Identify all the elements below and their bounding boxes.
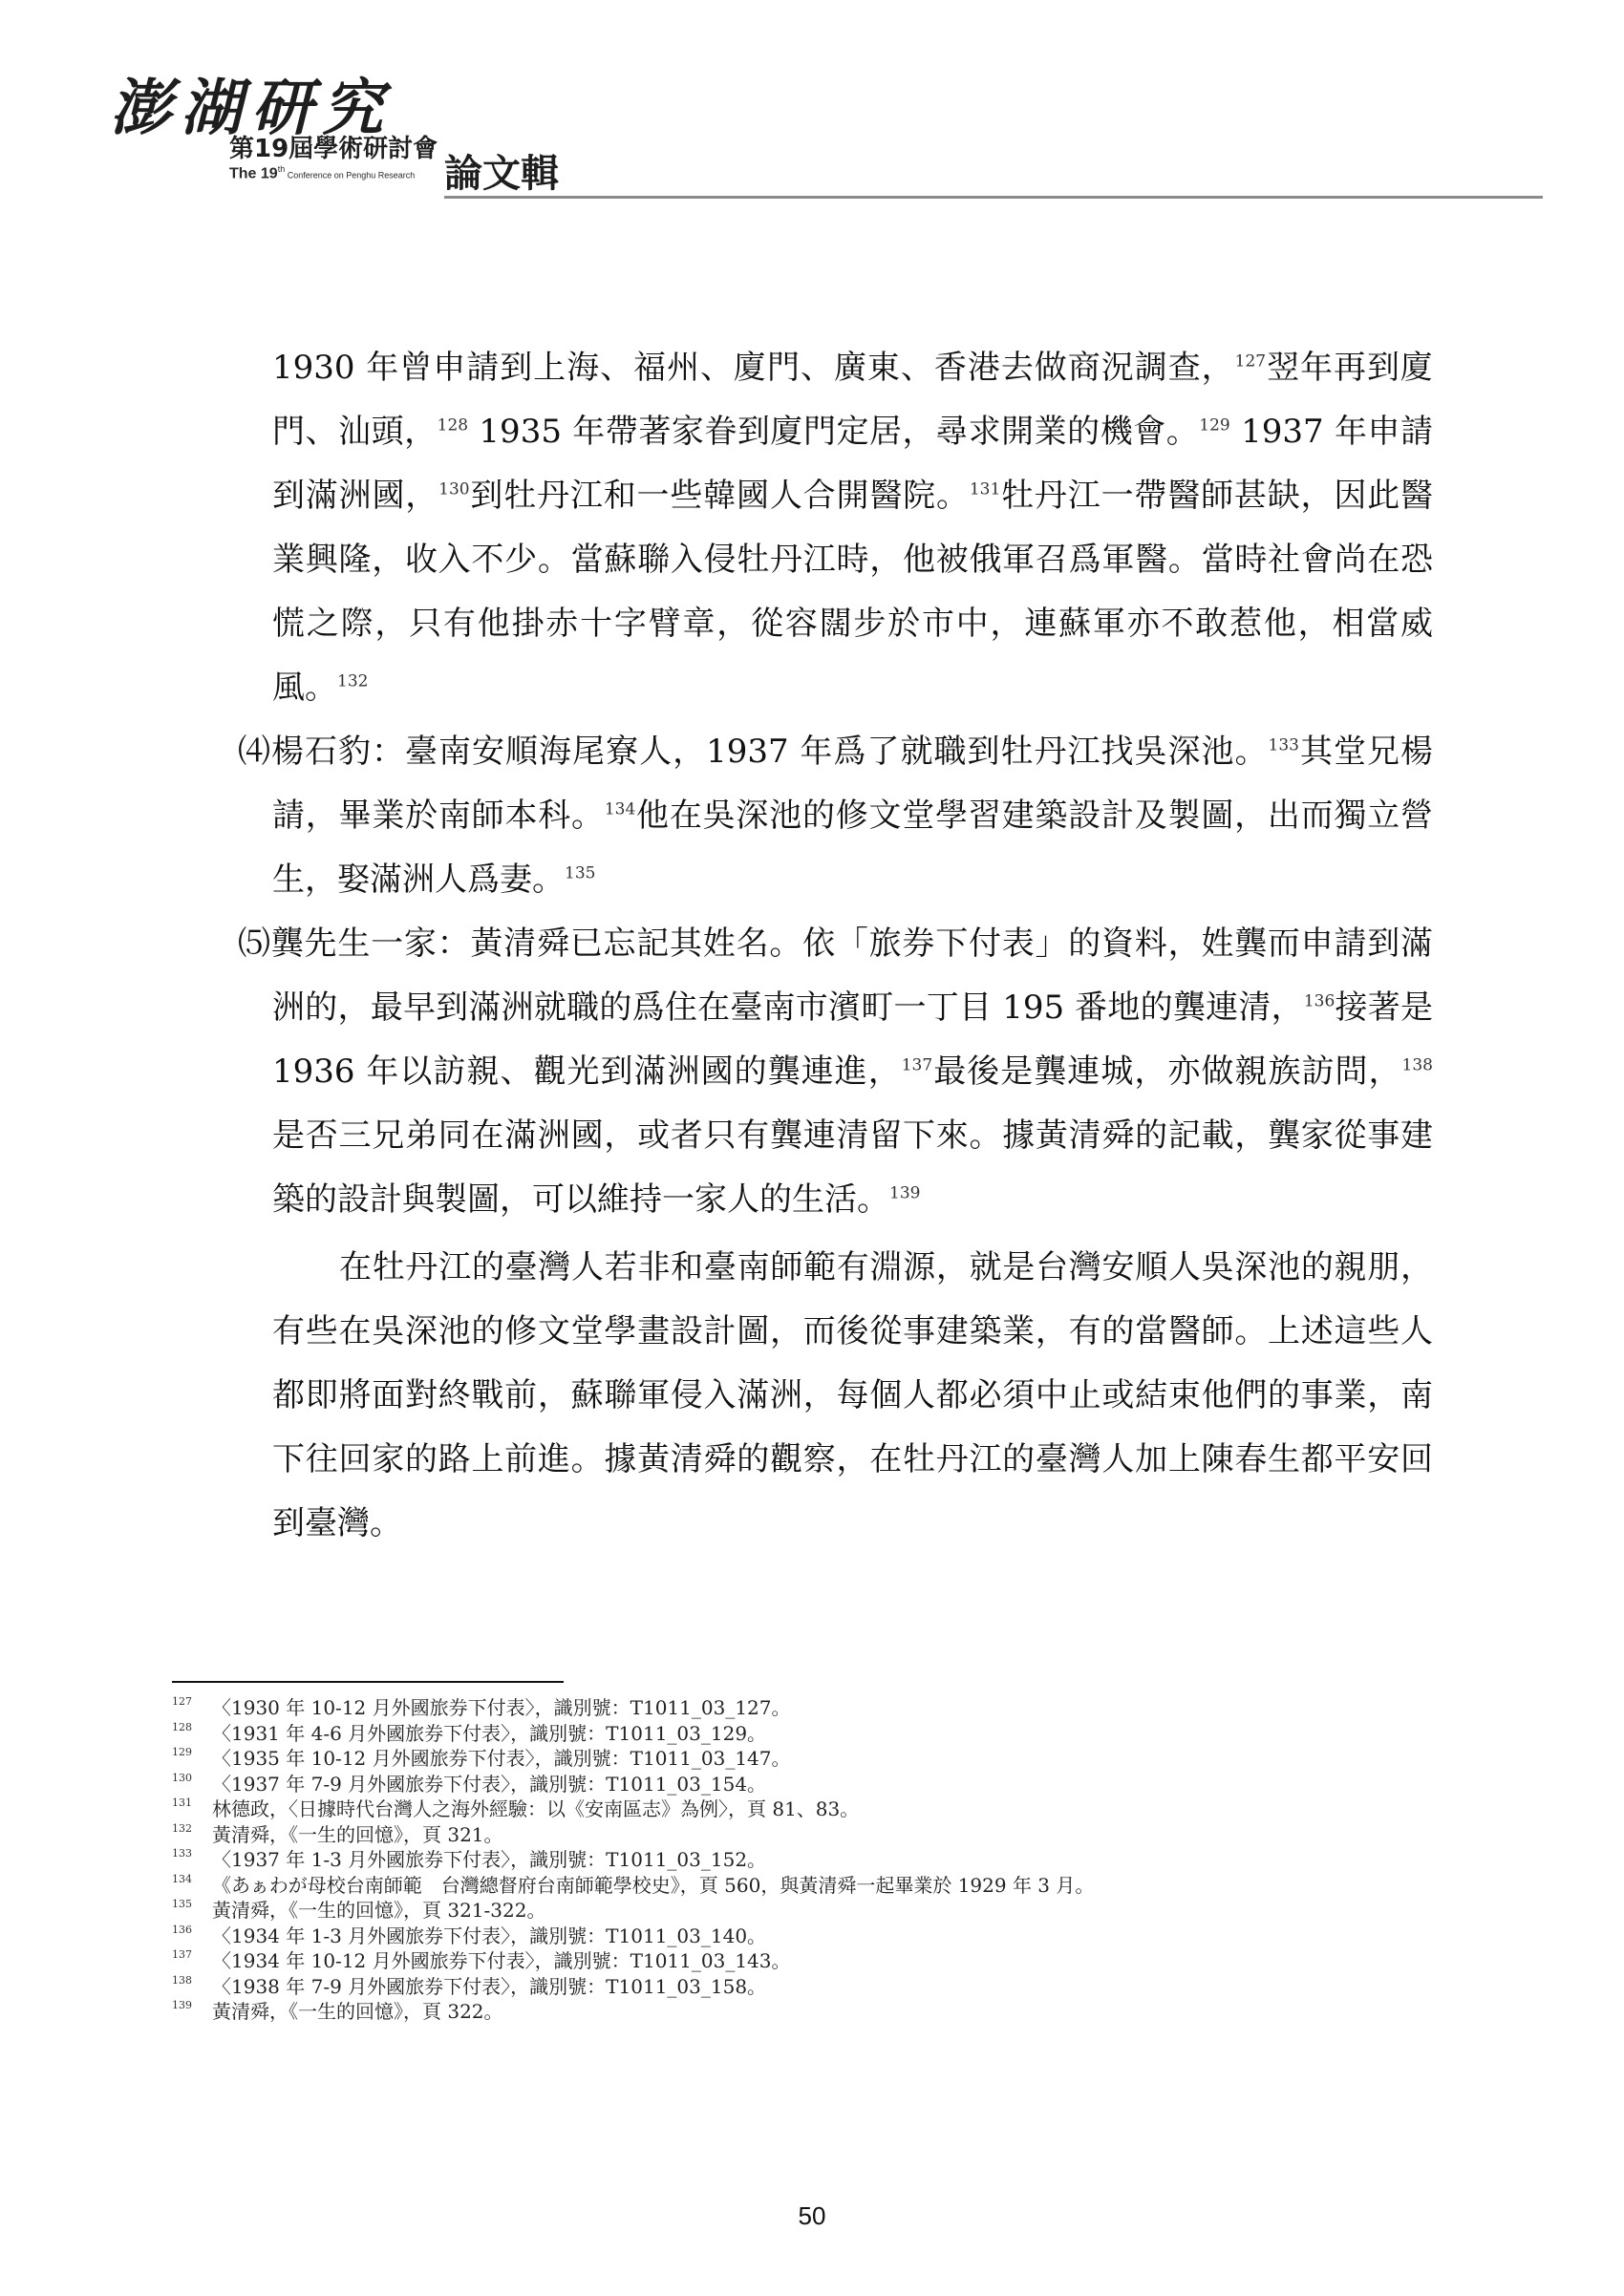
- footnote-text: 黃清舜，《一生的回憶》，頁 321。: [212, 1822, 503, 1846]
- text-span: 最後是龔連城，亦做親族訪問，: [932, 1052, 1402, 1091]
- text-span: 他在吳深池的修文堂學習建築設計及製圖，出而獨立營生，娶滿洲人爲妻。: [272, 797, 1434, 899]
- journal-logo-title: 澎湖研究: [110, 73, 393, 144]
- footnote-text: 《あぁわが母校台南師範 台灣總督府台南師範學校史》，頁 560，與黃清舜一起畢業於 1929 年 3 月。: [212, 1873, 1095, 1897]
- footnote-text: 〈1935 年 10-12 月外國旅券下付表〉，識別號：T1011_03_147。: [212, 1747, 791, 1770]
- footnote-number: 130: [172, 1771, 192, 1784]
- page-header: [0, 0, 1624, 205]
- text-span: ⑸龔先生一家：黃清舜已忘記其姓名。依「旅券下付表」的資料，姓龔而申請到滿洲的，最早到滿洲就職的爲住在臺南市濱町一丁目 195 番地的龔連清，: [238, 925, 1433, 1027]
- conference-name-cn: 第19屆學術研討會: [229, 135, 438, 163]
- text-span: 接著是 1936 年以訪親、觀光到滿洲國的龔連進，: [272, 989, 1434, 1091]
- text-span: 牡丹江一帶醫師甚缺，因此醫業興隆，收入不少。當蘇聯入侵牡丹江時，他被俄軍召爲軍醫。當時社會尚在恐慌之際，只有他掛赤十字臂章，從容闊步於市中，連蘇軍亦不敢惹他，相當威風。: [272, 477, 1434, 707]
- footnote-text: 林德政，〈日據時代台灣人之海外經驗：以《安南區志》為例〉，頁 81、83。: [212, 1797, 860, 1820]
- conference-en-small: Conference on Penghu Research: [285, 170, 416, 181]
- footnote-ref: 138: [1401, 1055, 1433, 1075]
- body-text: [238, 336, 1434, 1556]
- footnote: [172, 1847, 1462, 1873]
- footnote: [172, 1924, 1462, 1949]
- text-span: 翌年再到廈門、汕頭，: [272, 349, 1434, 451]
- page-number: 50: [798, 2201, 826, 2230]
- footnote-number: 138: [172, 1973, 192, 1987]
- footnote: [172, 1999, 1462, 2025]
- footnote: [172, 1898, 1462, 1924]
- footnote-text: 〈1930 年 10-12 月外國旅券下付表〉，識別號：T1011_03_127。: [212, 1696, 791, 1719]
- footnote-text: 〈1938 年 7-9 月外國旅券下付表〉，識別號：T1011_03_158。: [212, 1974, 767, 1998]
- text-span: 其堂兄楊請，畢業於南師本科。: [272, 733, 1433, 835]
- paragraph-item-5: [238, 912, 1433, 1232]
- footnote: [172, 1772, 1462, 1797]
- footnote-ref: 133: [1268, 735, 1299, 755]
- footnote-text: 黃清舜，《一生的回憶》，頁 321-322。: [212, 1899, 546, 1922]
- paragraph-item-4: [238, 720, 1433, 912]
- paragraph-summary: 在牡丹江的臺灣人若非和臺南師範有淵源，就是台灣安順人吳深池的親朋，有些在吳深池的修文堂學畫設計圖，而後從事建築業，有的當醫師。上述這些人都即將面對終戰前，蘇聯軍侵入滿洲，每個人都必須中止或結束他們的事業，南下往回家的路上前進。據黃清舜的觀察，在牡丹江的臺灣人加上陳春生都平安回到臺灣。: [272, 1248, 1433, 1542]
- footnote: [172, 1822, 1462, 1848]
- collection-title: 論文輯: [444, 152, 559, 196]
- text-span: 1937 年申請到滿洲國，: [272, 413, 1433, 515]
- footnote-number: 136: [172, 1923, 192, 1936]
- footnotes: [172, 1695, 1462, 2025]
- footnote-number: 129: [172, 1746, 192, 1758]
- footnote: [172, 1948, 1462, 1974]
- footnote-text: 〈1934 年 1-3 月外國旅券下付表〉，識別號：T1011_03_140。: [212, 1924, 767, 1947]
- footnote-number: 132: [172, 1821, 192, 1835]
- footnote-number: 131: [172, 1796, 192, 1809]
- footnote-ref: 128: [437, 415, 469, 436]
- footnote: [172, 1721, 1462, 1747]
- footnote-text: 〈1937 年 1-3 月外國旅券下付表〉，識別號：T1011_03_152。: [212, 1848, 767, 1871]
- footnote-number: 139: [172, 1999, 192, 2011]
- footnote-text: 〈1937 年 7-9 月外國旅券下付表〉，識別號：T1011_03_154。: [212, 1772, 767, 1796]
- footnote: [172, 1974, 1462, 2000]
- footnote-number: 127: [172, 1695, 192, 1708]
- footnote-separator: [172, 1681, 564, 1683]
- text-span: 到牡丹江和一些韓國人合開醫院。: [469, 477, 970, 515]
- conference-name-en: [229, 164, 415, 182]
- footnote-ref: 127: [1234, 351, 1267, 372]
- footnote-number: 128: [172, 1720, 192, 1733]
- footnote: [172, 1695, 1462, 1721]
- footnote-ref: 134: [604, 799, 636, 819]
- footnote: [172, 1873, 1462, 1899]
- footnote-ref: 137: [901, 1055, 933, 1075]
- text-span: ⑷楊石豹：臺南安順海尾寮人，1937 年爲了就職到牡丹江找吳深池。: [238, 733, 1269, 771]
- paragraph-continuation: [272, 336, 1433, 720]
- footnote-text: 黃清舜，《一生的回憶》，頁 322。: [212, 2000, 503, 2023]
- footnote: [172, 1796, 1462, 1822]
- footnote-ref: 136: [1303, 991, 1336, 1011]
- footnote-text: 〈1934 年 10-12 月外國旅券下付表〉，識別號：T1011_03_143。: [212, 1949, 791, 1972]
- footnote-number: 133: [172, 1847, 192, 1860]
- footnote-number: 137: [172, 1948, 192, 1961]
- footnote-text: 〈1931 年 4-6 月外國旅券下付表〉，識別號：T1011_03_129。: [212, 1721, 767, 1745]
- footnote-ref: 132: [337, 671, 369, 691]
- footnote-number: 134: [172, 1872, 192, 1885]
- footnote-ref: 131: [969, 479, 1001, 500]
- footnote-ref: 139: [889, 1183, 921, 1203]
- footnote: [172, 1746, 1462, 1772]
- text-span: 1930 年曾申請到上海、福州、廈門、廣東、香港去做商況調查，: [272, 349, 1235, 387]
- footnote-ref: 130: [438, 479, 470, 500]
- footnote-ref: 135: [565, 863, 596, 883]
- text-span: 是否三兄弟同在滿洲國，或者只有龔連清留下來。據黃清舜的記載，龔家從事建築的設計與製圖，可以維持一家人的生活。: [272, 1116, 1433, 1219]
- header-rule: [444, 196, 1543, 199]
- footnote-ref: 129: [1199, 415, 1230, 436]
- footnote-number: 135: [172, 1898, 192, 1910]
- conference-en-sup: th: [277, 164, 286, 174]
- text-span: 1935 年帶著家眷到廈門定居，尋求開業的機會。: [468, 413, 1200, 451]
- conference-en-prefix: The 19: [229, 165, 278, 182]
